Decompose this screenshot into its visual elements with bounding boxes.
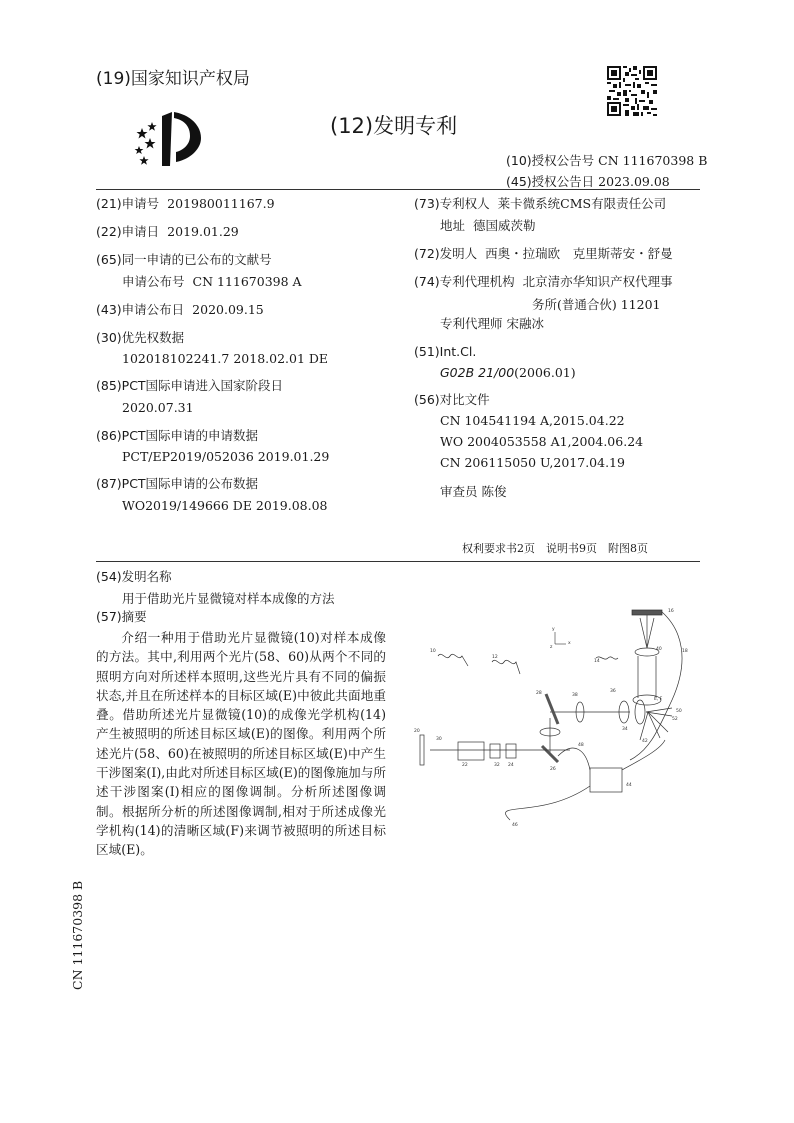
prior-publication-number-value: CN 111670398 A xyxy=(192,274,302,289)
figure-ref-16: 16 xyxy=(668,609,674,614)
application-publication-date-value: 2020.09.15 xyxy=(192,302,264,317)
pct-publication-label: (87)PCT国际申请的公布数据 xyxy=(96,476,259,491)
patent-agency-label: (74)专利代理机构 xyxy=(414,274,515,289)
abstract-heading xyxy=(96,609,147,625)
pct-entry-heading xyxy=(96,378,283,394)
application-number-label: (21)申请号 xyxy=(96,196,160,211)
header-divider xyxy=(96,189,700,190)
figure-ref-32: 32 xyxy=(494,763,500,768)
priority-value: 102018102241.7 2018.02.01 DE xyxy=(122,351,329,366)
invention-title: 用于借助光片显微镜对样本成像的方法 xyxy=(122,591,335,606)
figure-ref-44: 44 xyxy=(626,783,632,788)
figure-ref-22: 22 xyxy=(462,763,468,768)
figure-ref-12: 12 xyxy=(492,655,498,660)
application-publication-date xyxy=(96,302,264,318)
figure-ref-52: 52 xyxy=(672,717,678,722)
application-number xyxy=(96,196,275,212)
grant-publication-date-value: 2023.09.08 xyxy=(598,174,670,189)
figure-ref-40: 40 xyxy=(656,647,662,652)
page-counts: 权利要求书2页 说明书9页 附图8页 xyxy=(462,542,648,555)
patent-agent xyxy=(440,316,544,332)
figure-ref-30: 30 xyxy=(436,737,442,742)
pct-entry-label: (85)PCT国际申请进入国家阶段日 xyxy=(96,378,284,393)
inventors-value: 西奥・拉瑞欧 克里斯蒂安・舒曼 xyxy=(485,246,673,261)
pct-entry-value: 2020.07.31 xyxy=(122,400,194,415)
patent-agency-value-line2: 务所(普通合伙) 11201 xyxy=(532,297,661,312)
application-publication-date-label: (43)申请公布日 xyxy=(96,302,185,317)
figure-ref-26: 26 xyxy=(550,767,556,772)
abstract-text: 介绍一种用于借助光片显微镜(10)对样本成像的方法。其中,利用两个光片(58、60)从两个不同的照明方向对所述样本照明,这些光片具有不同的偏振状态,并且在所述样本的目标区域(E)中彼此共面地重叠。借助所述光片显微镜(10)的成像光学机构(14)产生被照明的所述目标区域(E)的图像。利用两个所述光片(58、60)在被照明的所述目标区域(E)中产生干涉图案(I),由此对所述目标区域(E)的图像施加与所述干涉图案(I)相应的图像调制。分析所述图像调制。根据所分析的所述图像调制,相对于所述成像光学机构(14)的清晰区域(F)来调节被照明的所述目标区域(E)。 xyxy=(96,630,386,858)
patentee-value: 莱卡微系统CMS有限责任公司 xyxy=(497,196,667,211)
inventors xyxy=(414,246,673,262)
intcl-code: G02B 21/00 xyxy=(440,365,515,380)
figure-ref-46: 46 xyxy=(512,823,518,828)
side-publication-number: CN 111670398 B xyxy=(70,880,85,990)
document-type: (12)发明专利 xyxy=(330,114,458,138)
patent-agent-label: 专利代理师 xyxy=(440,316,503,331)
priority-heading xyxy=(96,330,184,346)
filing-date-value: 2019.01.29 xyxy=(167,224,239,239)
references-label: (56)对比文件 xyxy=(414,392,490,407)
figure-ref-42: 42 xyxy=(642,739,648,744)
pct-application-value: PCT/EP2019/052036 2019.01.29 xyxy=(122,449,330,464)
abstract-label: (57)摘要 xyxy=(96,609,147,624)
references-heading xyxy=(414,392,490,408)
patentee-label: (73)专利权人 xyxy=(414,196,490,211)
title-heading xyxy=(96,569,172,585)
application-number-value: 201980011167.9 xyxy=(167,196,275,211)
axis-arrows-icon xyxy=(555,632,566,644)
pct-application-heading xyxy=(96,428,258,444)
figure-ref-24: 24 xyxy=(508,763,514,768)
prior-publication-heading xyxy=(96,252,272,268)
inventors-label: (72)发明人 xyxy=(414,246,478,261)
filing-date xyxy=(96,224,239,240)
pct-application-label: (86)PCT国际申请的申请数据 xyxy=(96,428,259,443)
figure-ref-target-region: E, F xyxy=(654,697,663,702)
figure-ref-18: 18 xyxy=(682,649,688,654)
intcl-heading xyxy=(414,344,476,360)
figure-ref-10: 10 xyxy=(430,649,436,654)
reference-item: CN 206115050 U,2017.04.19 xyxy=(440,455,625,470)
prior-publication-number-label: 申请公布号 xyxy=(122,274,185,289)
patent-agency-value-line1: 北京清亦华知识产权代理事 xyxy=(522,274,673,289)
pct-publication-heading xyxy=(96,476,258,492)
intcl-classification xyxy=(440,365,576,380)
figure-ref-20: 20 xyxy=(414,729,420,734)
grant-publication-number xyxy=(506,151,707,169)
examiner xyxy=(440,484,507,500)
priority-label: (30)优先权数据 xyxy=(96,330,185,345)
grant-publication-date-label: (45)授权公告日 xyxy=(506,174,595,189)
figure-ref-34: 34 xyxy=(622,727,628,732)
figure-ref-48: 48 xyxy=(578,743,584,748)
figure-ref-50: 50 xyxy=(676,709,682,714)
page-counts-divider xyxy=(96,561,700,562)
representative-drawing xyxy=(410,600,700,832)
grant-publication-date xyxy=(506,172,670,190)
grant-publication-number-label: (10)授权公告号 xyxy=(506,153,595,168)
axis-label-x: x xyxy=(568,641,571,646)
figure-ref-38: 38 xyxy=(572,693,578,698)
examiner-label: 审查员 xyxy=(440,484,478,499)
axis-label-y: y xyxy=(552,627,555,632)
figure-ref-14: 14 xyxy=(594,659,600,664)
address-value: 德国威茨勒 xyxy=(473,218,536,233)
axis-label-z: z xyxy=(550,645,553,650)
figure-ref-28: 28 xyxy=(536,691,542,696)
pct-publication-value: WO2019/149666 DE 2019.08.08 xyxy=(122,498,328,513)
reference-item: WO 2004053558 A1,2004.06.24 xyxy=(440,434,644,449)
patent-agent-value: 宋融冰 xyxy=(506,316,545,331)
grant-publication-number-value: CN 111670398 B xyxy=(598,153,708,168)
patent-agency xyxy=(414,274,673,290)
title-label: (54)发明名称 xyxy=(96,569,172,584)
qr-code xyxy=(607,66,657,116)
figure-ref-36: 36 xyxy=(610,689,616,694)
patentee xyxy=(414,196,666,212)
address-label: 地址 xyxy=(440,218,466,233)
office-logo xyxy=(130,108,206,170)
prior-publication-label: (65)同一申请的已公布的文献号 xyxy=(96,252,272,267)
intcl-label: (51)Int.Cl. xyxy=(414,344,477,359)
prior-publication-number xyxy=(122,274,302,290)
address xyxy=(440,218,536,234)
office-name: (19)国家知识产权局 xyxy=(96,69,250,89)
filing-date-label: (22)申请日 xyxy=(96,224,160,239)
examiner-value: 陈俊 xyxy=(481,484,507,499)
intcl-version: (2006.01) xyxy=(514,365,576,380)
reference-item: CN 104541194 A,2015.04.22 xyxy=(440,413,625,428)
